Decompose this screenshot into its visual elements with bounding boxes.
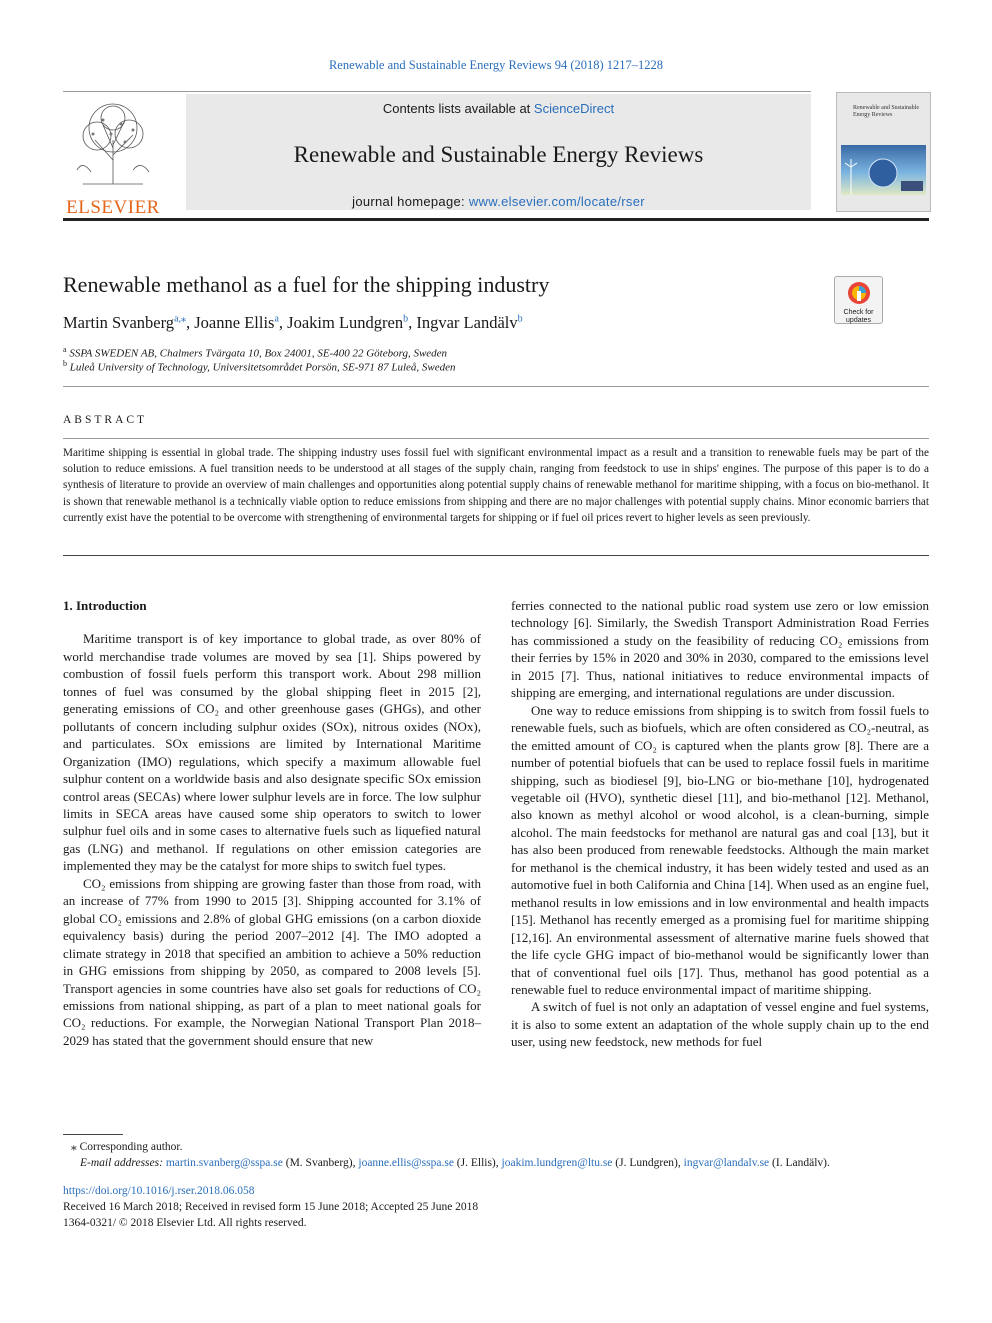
title-rule bbox=[63, 386, 929, 387]
abstract-bottom-rule bbox=[63, 555, 929, 556]
check-updates-icon bbox=[846, 280, 872, 306]
sciencedirect-link[interactable]: ScienceDirect bbox=[533, 101, 615, 116]
email-link[interactable]: joanne.ellis@sspa.se bbox=[358, 1157, 454, 1169]
email-owner: (M. Svanberg), bbox=[282, 1157, 359, 1169]
abstract-heading: ABSTRACT bbox=[63, 414, 148, 426]
affiliation-text: SSPA SWEDEN AB, Chalmers Tvärgata 10, Box 24001, SE-400 22 Göteborg, Sweden bbox=[69, 347, 448, 360]
copyright: 1364-0321/ © 2018 Elsevier Ltd. All rights reserved. bbox=[63, 1217, 307, 1229]
left-column bbox=[63, 597, 481, 1049]
paragraph: ferries connected to the national public road system use zero or low emission technology [6]. Similarly, the Swedish Transport Administration Road Ferries has commissioned a study on the feasibility of reducing CO₂ emissions from their ferries by 15% in 2020 and 30% in 2030, compared to the emissions level in 2015 [7]. Thus, national initiatives to reduce environmental impacts of shipping are emerging, and international regulations are under discussion. bbox=[511, 598, 929, 701]
received-dates: Received 16 March 2018; Received in revised form 15 June 2018; Accepted 25 June 2018 bbox=[63, 1201, 479, 1213]
affiliation bbox=[63, 359, 456, 374]
doi-link[interactable]: https://doi.org/10.1016/j.rser.2018.06.058 bbox=[63, 1185, 255, 1197]
globe-icon bbox=[841, 145, 926, 195]
journal-title[interactable]: Renewable and Sustainable Energy Reviews bbox=[293, 142, 704, 167]
corresponding-note: ⁎ Corresponding author. bbox=[71, 1141, 183, 1153]
author-sup[interactable]: a bbox=[274, 313, 279, 325]
header-rule bbox=[63, 91, 811, 92]
section-heading: 1. Introduction bbox=[63, 598, 147, 613]
paragraph: Maritime transport is of key importance to global trade, as over 80% of world merchandise trade volumes are moved by sea [1]. Ships powered by combustion of fossil fuels perform this transport work. About 298 million tonnes of fuel was consumed by the global shipping fleet in 2015 [2], generating emissions of CO₂ and other greenhouse gases (GHGs), and other pollutants of concern including sulphur oxides (SOx), nitrous oxides (NOx), and particulates. SOx emissions are limited by International Maritime Organization (IMO) regulations, which specify a maximum allowable fuel sulphur content on a worldwide basis and also designate specific SOx emission control areas (SECAs) where lower sulphur levels are in force. The low sulphur limits in SECA areas have caused some ship operators to switch to lower sulphur fuel oils and in some cases to alternative fuels such as liquefied natural gas (LNG) and methanol. If regulations on other emission categories are implemented they may be the catalyst for more ships to switch fuel types. bbox=[63, 631, 481, 874]
homepage-prefix: journal homepage: bbox=[352, 194, 469, 209]
homepage-line bbox=[186, 194, 811, 209]
email-label: E-mail addresses: bbox=[80, 1157, 166, 1169]
check-updates-label: Check for updates bbox=[843, 309, 874, 324]
paragraph: CO₂ emissions from shipping are growing faster than those from road, with an increase of 77% from 1990 to 2015 [3]. Shipping accounted for 3.1% of global CO₂ emissions and 2.8% of global GHG emissions (on a carbon dioxide equivalency basis) during the period 2007–2012 [4]. The IMO adopted a climate strategy in 2018 that specified an ambition to achieve a 50% reduction in GHG emissions from shipping by 2050, as compared to 2008 levels [5]. Transport agencies in some countries have also set goals for reductions of CO₂ emissions from national shipping, as part of a plan to meet national goals for CO₂ reductions. For example, the Norwegian National Transport Plan 2018–2029 has stated that the government should ensure that new bbox=[63, 875, 481, 1048]
author-name[interactable]: Ingvar Landälv bbox=[416, 313, 518, 332]
author-name[interactable]: Martin Svanberg bbox=[63, 313, 175, 332]
cover-title: Renewable and Sustainable Energy Reviews bbox=[853, 105, 919, 118]
article-title: Renewable methanol as a fuel for the shipping industry bbox=[63, 272, 550, 297]
journal-citation[interactable]: Renewable and Sustainable Energy Reviews 94 (2018) 1217–1228 bbox=[328, 58, 664, 72]
affiliation-sup: b bbox=[63, 359, 67, 368]
homepage-link[interactable]: www.elsevier.com/locate/rser bbox=[468, 194, 645, 209]
email-owner: (J. Ellis), bbox=[453, 1157, 502, 1169]
affiliation bbox=[63, 345, 447, 360]
email-link[interactable]: joakim.lundgren@ltu.se bbox=[501, 1157, 613, 1169]
paragraph: One way to reduce emissions from shipping is to switch from fossil fuels to renewable fuels, such as biofuels, which are often considered as CO₂-neutral, as the emitted amount of CO₂ is captured when the plants grow [8]. There are a number of potential biofuels that can be used to replace fossil fuels in maritime shipping, such as biodiesel [9], bio-LNG or bio-methane [10], hydrogenated vegetable oil (HVO), synthetic diesel [11], and bio-methanol [12]. Methanol, also known as methyl alcohol or wood alcohol, is a clean-burning, simple alcohol. The main feedstocks for methanol are natural gas and coal [13], but it has also been produced from renewable feedstocks. Although the main market for methanol is the chemical industry, it has been widely tested and used as an automotive fuel in both California and China [14]. When used as an engine fuel, methanol results in low emissions and in low environmental and health impacts [15]. Methanol has recently emerged as a promising fuel for maritime shipping [12,16]. An environmental assessment of alternative marine fuels showed that the life cycle GHG impact of bio-methanol would be significantly lower than that of conventional fuel oils [17]. Thus, methanol has good potential as a renewable fuel to reduce environmental impact of maritime shipping. bbox=[511, 702, 929, 997]
affiliation-text: Luleå University of Technology, Universitetsområdet Porsön, SE-971 87 Luleå, Sweden bbox=[69, 361, 456, 374]
abstract-text: Maritime shipping is essential in global trade. The shipping industry uses fossil fuel with significant environmental impact as a result and a transition to renewable fuels may be part of the solution to reduce emissions. A fuel transition needs to be understood at all stages of the supply chain, ranging from feedstock to use in ships' engines. The purpose of this paper is to do a synthesis of literature to provide an overview of main challenges and opportunities along potential supply chains of renewable methanol for maritime shipping, with a focus on bio-methanol. It is shown that renewable methanol is a technically viable option to reduce emissions from shipping and there are no major challenges with potential supply chains. Minor economic barriers that currently exist have the potential to be overcome with strengthening of environmental targets for shipping or if fuel oil prices revert to higher levels as seen previously. bbox=[63, 447, 929, 524]
right-column bbox=[511, 597, 929, 1051]
cover-image bbox=[841, 145, 926, 195]
affiliation-sup: a bbox=[63, 345, 67, 354]
elsevier-tree-icon bbox=[63, 100, 163, 186]
header-thick-rule bbox=[63, 218, 929, 221]
contents-prefix: Contents lists available at bbox=[382, 101, 534, 116]
publisher-name: ELSEVIER bbox=[66, 197, 160, 218]
email-owner: (J. Lundgren), bbox=[612, 1157, 684, 1169]
check-for-updates-button[interactable] bbox=[834, 276, 883, 324]
author-list: Martin Svanberg$^{a,⁎}$, Joanne Ellis$^a$, Joakim Lundgren$^b$, Ingvar Landälv$^b$ bbox=[63, 313, 523, 332]
email-link[interactable]: martin.svanberg@sspa.se bbox=[165, 1157, 283, 1169]
author-sup[interactable]: b bbox=[403, 313, 409, 325]
author-sup[interactable]: b bbox=[517, 313, 523, 325]
footnote-rule bbox=[63, 1134, 123, 1135]
email-owner: (I. Landälv). bbox=[769, 1157, 830, 1169]
paragraph: A switch of fuel is not only an adaptation of vessel engine and fuel systems, it is also to some extent an adaptation of the whole supply chain up to the end user, using new feedstock, new methods for fuel bbox=[511, 999, 929, 1050]
email-line bbox=[80, 1155, 830, 1171]
abstract-top-rule bbox=[63, 438, 929, 439]
author-sup[interactable]: a,⁎ bbox=[174, 313, 187, 325]
journal-cover[interactable] bbox=[836, 92, 931, 212]
author-name[interactable]: Joakim Lundgren bbox=[287, 313, 404, 332]
contents-line bbox=[186, 101, 811, 116]
email-link[interactable]: ingvar@landalv.se bbox=[683, 1157, 770, 1169]
elsevier-logo[interactable] bbox=[63, 100, 163, 218]
author-name[interactable]: Joanne Ellis bbox=[194, 313, 275, 332]
